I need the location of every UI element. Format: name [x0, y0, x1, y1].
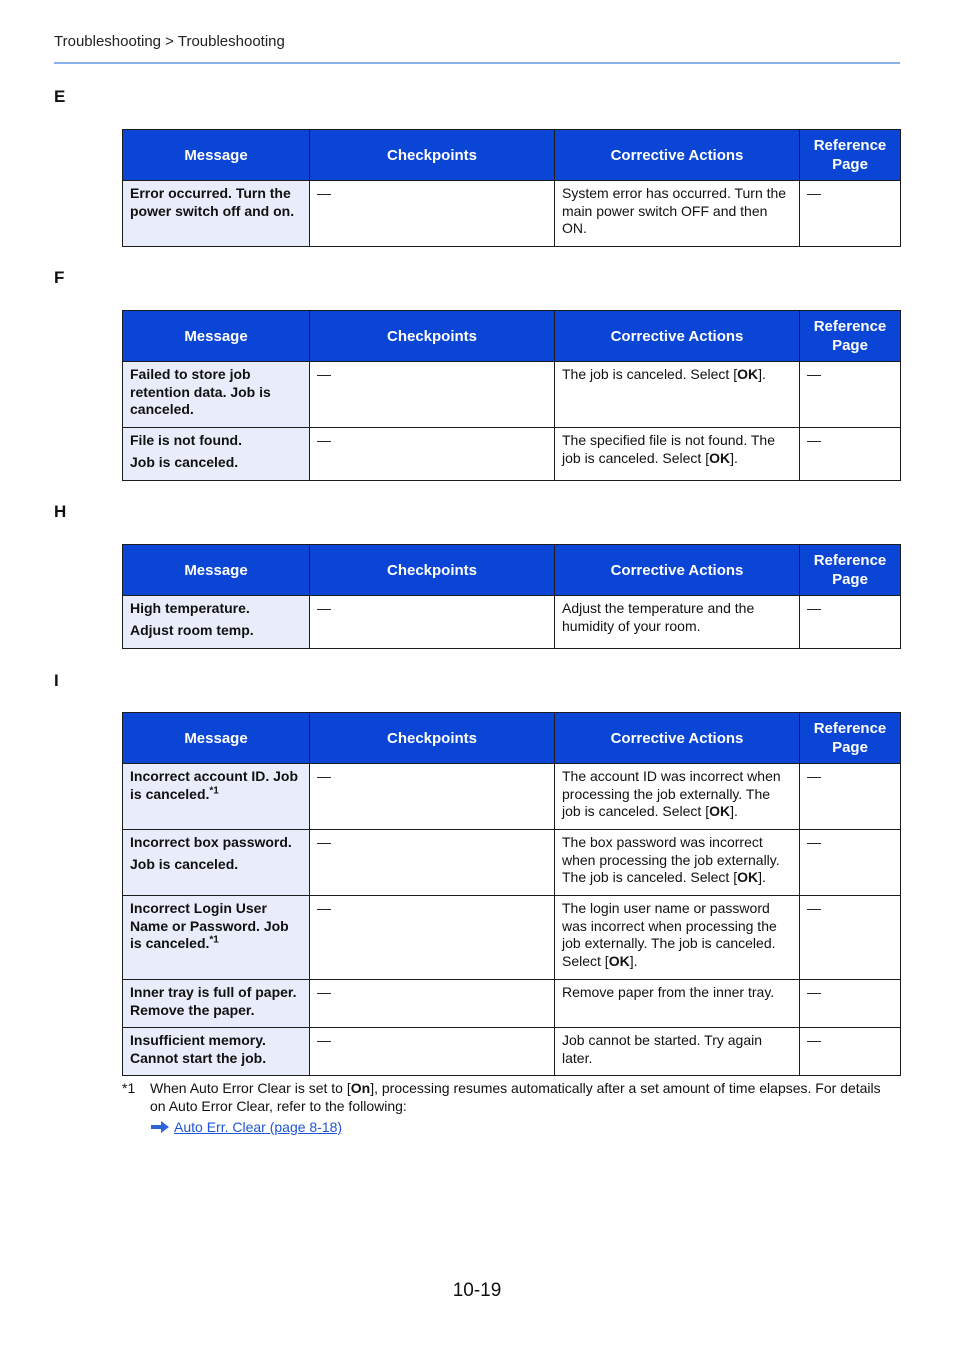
footnote-ref: *1 — [209, 934, 219, 946]
reference-cell: — — [800, 764, 901, 830]
header-corrective-actions: Corrective Actions — [555, 713, 800, 764]
header-corrective-actions: Corrective Actions — [555, 545, 800, 596]
auto-err-clear-link[interactable]: Auto Err. Clear (page 8-18) — [174, 1119, 343, 1135]
header-reference-page: Reference Page — [800, 311, 901, 362]
table-row — [123, 896, 901, 980]
reference-link-row — [150, 1119, 342, 1136]
table-row — [123, 764, 901, 830]
header-checkpoints: Checkpoints — [310, 130, 555, 181]
reference-cell: — — [800, 830, 901, 896]
table-header-row — [123, 130, 901, 181]
action-cell: The login user name or password was incorrect when processing the job externally. The job is canceled. Select [OK]. — [555, 896, 800, 980]
message-cell: Inner tray is full of paper. Remove the paper. — [123, 980, 310, 1028]
section-letter-e: E — [54, 87, 66, 106]
checkpoints-cell: — — [310, 764, 555, 830]
reference-cell: — — [800, 980, 901, 1028]
page-number: 10-19 — [452, 1280, 502, 1301]
header-reference-page: Reference Page — [800, 545, 901, 596]
header-message: Message — [123, 311, 310, 362]
header-rule — [54, 62, 900, 64]
reference-cell: — — [800, 596, 901, 649]
message-cell: Failed to store job retention data. Job is canceled. — [123, 362, 310, 428]
header-corrective-actions: Corrective Actions — [555, 311, 800, 362]
message-cell: Incorrect Login User Name or Password. Job is canceled.$^{*1}$ — [123, 896, 310, 980]
breadcrumb: Troubleshooting > Troubleshooting — [54, 33, 285, 50]
table-row — [123, 181, 901, 247]
action-cell: Remove paper from the inner tray. — [555, 980, 800, 1028]
footnote — [122, 1079, 900, 1115]
header-message: Message — [123, 545, 310, 596]
table-row — [123, 830, 901, 896]
table-h — [122, 544, 901, 649]
action-cell: The box password was incorrect when processing the job externally. The job is canceled. Select [OK]. — [555, 830, 800, 896]
message-cell: Error occurred. Turn the power switch off and on. — [123, 181, 310, 247]
checkpoints-cell: — — [310, 896, 555, 980]
action-cell: The specified file is not found. The job is canceled. Select [OK]. — [555, 428, 800, 481]
table-row — [123, 428, 901, 481]
header-checkpoints: Checkpoints — [310, 713, 555, 764]
table-row — [123, 596, 901, 649]
message-cell: Incorrect box password. Job is canceled. — [123, 830, 310, 896]
action-cell: System error has occurred. Turn the main power switch OFF and then ON. — [555, 181, 800, 247]
table-i — [122, 712, 901, 1076]
checkpoints-cell: — — [310, 181, 555, 247]
header-reference-page: Reference Page — [800, 130, 901, 181]
table-header-row — [123, 545, 901, 596]
table-e — [122, 129, 901, 247]
table-header-row — [123, 713, 901, 764]
checkpoints-cell: — — [310, 596, 555, 649]
reference-cell: — — [800, 1028, 901, 1076]
reference-cell: — — [800, 181, 901, 247]
footnote-mark: *1 — [122, 1080, 136, 1096]
section-letter-h: H — [54, 502, 67, 521]
checkpoints-cell: — — [310, 830, 555, 896]
checkpoints-cell: — — [310, 1028, 555, 1076]
reference-cell: — — [800, 896, 901, 980]
header-message: Message — [123, 713, 310, 764]
table-row — [123, 980, 901, 1028]
arrow-right-icon — [150, 1120, 170, 1136]
section-letter-f: F — [54, 268, 65, 287]
action-cell: The job is canceled. Select [OK]. — [555, 362, 800, 428]
message-cell: File is not found. Job is canceled. — [123, 428, 310, 481]
header-reference-page: Reference Page — [800, 713, 901, 764]
checkpoints-cell: — — [310, 428, 555, 481]
message-cell: Incorrect account ID. Job is canceled.$^{*1}$ — [123, 764, 310, 830]
reference-cell: — — [800, 362, 901, 428]
section-letter-i: I — [54, 671, 59, 690]
table-header-row — [123, 311, 901, 362]
action-cell: Adjust the temperature and the humidity of your room. — [555, 596, 800, 649]
table-row — [123, 1028, 901, 1076]
message-cell: Insufficient memory. Cannot start the job. — [123, 1028, 310, 1076]
action-cell: The account ID was incorrect when processing the job externally. The job is canceled. Select [OK]. — [555, 764, 800, 830]
message-cell: High temperature. Adjust room temp. — [123, 596, 310, 649]
header-checkpoints: Checkpoints — [310, 545, 555, 596]
header-corrective-actions: Corrective Actions — [555, 130, 800, 181]
reference-cell: — — [800, 428, 901, 481]
checkpoints-cell: — — [310, 362, 555, 428]
table-row — [123, 362, 901, 428]
footnote-ref: *1 — [209, 784, 219, 796]
footnote-text: When Auto Error Clear is set to [On], processing resumes automatically after a set amount of time elapses. For details on Auto Error Clear, refer to the following: — [150, 1080, 881, 1114]
header-message: Message — [123, 130, 310, 181]
action-cell: Job cannot be started. Try again later. — [555, 1028, 800, 1076]
header-checkpoints: Checkpoints — [310, 311, 555, 362]
checkpoints-cell: — — [310, 980, 555, 1028]
table-f — [122, 310, 901, 481]
